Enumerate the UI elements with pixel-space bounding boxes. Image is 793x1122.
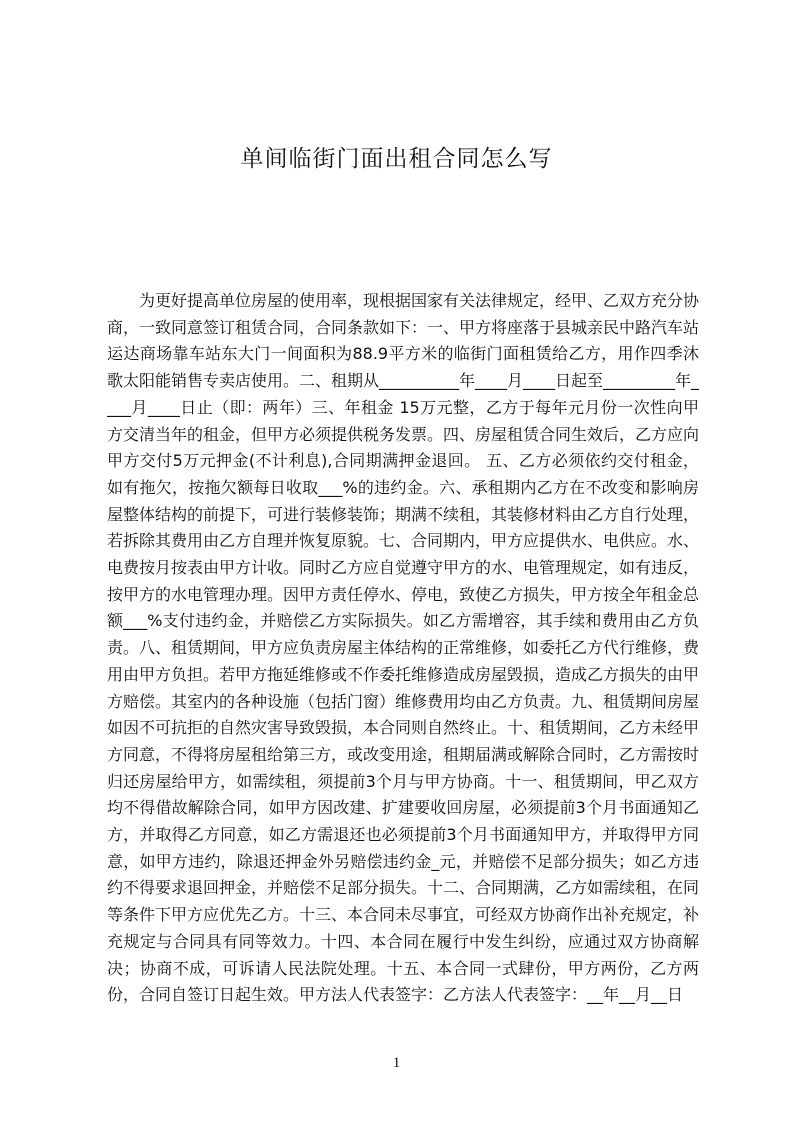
- document-title: 单间临街门面出租合同怎么写: [240, 146, 553, 172]
- page-number: 1: [392, 1055, 401, 1071]
- contract-body-paragraph: 为更好提高单位房屋的使用率，现根据国家有关法律规定，经甲、乙双方充分协商，一致同意签订租赁合同，合同条款如下：一、甲方将座落于县城亲民中路汽车站运达商场靠车站东大门一间面积为88.9平方米的临街门面租赁给乙方，用作四季沐歌太阳能销售专卖店使用。二、租期从__________年____月____日起至_________年____月____日止（即：两年）三、年租金 15万元整，乙方于每年元月份一次性向甲方交清当年的租金，但甲方必须提供税务发票。四、房屋租赁合同生效后，乙方应向甲方交付5万元押金(不计利息),合同期满押金退回。 五、乙方必须依约交付租金，如有拖欠，按拖欠额每日收取___%的违约金。六、承租期内乙方在不改变和影响房屋整体结构的前提下，可进行装修装饰；期满不续租，其装修材料由乙方自行处理，若拆除其费用由乙方自理并恢复原貌。七、合同期内，甲方应提供水、电供应。水、电费按月按表由甲方计收。同时乙方应自觉遵守甲方的水、电管理规定，如有违反，按甲方的水电管理办理。因甲方责任停水、停电，致使乙方损失，甲方按全年租金总额___%支付违约金，并赔偿乙方实际损失。如乙方需增容，其手续和费用由乙方负责。八、租赁期间，甲方应负责房屋主体结构的正常维修，如委托乙方代行维修，费用由甲方负担。若甲方拖延维修或不作委托维修造成房屋毁损，造成乙方损失的由甲方赔偿。其室内的各种设施（包括门窗）维修费用均由乙方负责。九、租赁期间房屋如因不可抗拒的自然灾害导致毁损，本合同则自然终止。十、租赁期间，乙方未经甲方同意，不得将房屋租给第三方，或改变用途，租期届满或解除合同时，乙方需按时归还房屋给甲方，如需续租，须提前3个月与甲方协商。十一、租赁期间，甲乙双方均不得借故解除合同，如甲方因改建、扩建要收回房屋，必须提前3个月书面通知乙方，并取得乙方同意，如乙方需退还也必须提前3个月书面通知甲方，并取得甲方同意，如甲方违约，除退还押金外另赔偿违约金_元，并赔偿不足部分损失；如乙方违约不得要求退回押金，并赔偿不足部分损失。十二、合同期满，乙方如需续租，在同等条件下甲方应优先乙方。十三、本合同未尽事宜，可经双方协商作出补充规定，补充规定与合同具有同等效力。十四、本合同在履行中发生纠纷，应通过双方协商解决；协商不成，可诉请人民法院处理。十五、本合同一式肆份，甲方两份，乙方两份，合同自签订日起生效。甲方法人代表签字：乙方法人代表签字：__年__月__日: [107, 291, 699, 1005]
